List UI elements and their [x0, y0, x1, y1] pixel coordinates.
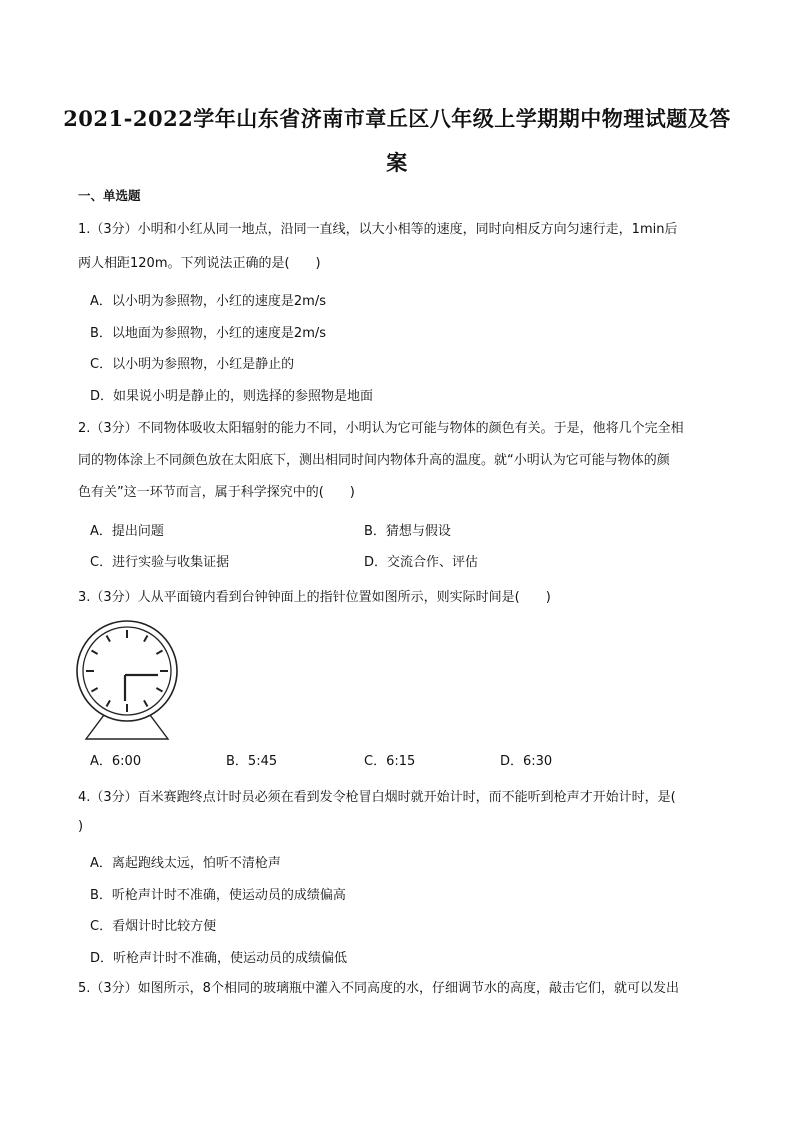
q4-option-a: A．离起跑线太远，怕听不清枪声 [90, 856, 281, 871]
q2-stem-line1: 2.（3分）不同物体吸收太阳辐射的能力不同，小明认为它可能与物体的颜色有关。于是，他将几个完全相 [78, 421, 684, 436]
q1-option-c: C．以小明为参照物，小红是静止的 [90, 357, 295, 372]
q3-option-b: B．5:45 [226, 754, 278, 769]
q2-stem-line3: 色有关”这一环节而言，属于科学探究中的( ) [78, 485, 355, 500]
q1-option-b: B．以地面为参照物，小红的速度是2m/s [90, 326, 327, 341]
q2-option-b: B．猜想与假设 [364, 524, 451, 539]
q1-option-d: D．如果说小明是静止的，则选择的参照物是地面 [90, 389, 374, 404]
q2-option-a: A．提出问题 [90, 524, 164, 539]
q2-option-d: D．交流合作、评估 [364, 555, 479, 570]
q1-option-a: A．以小明为参照物，小红的速度是2m/s [90, 294, 326, 309]
q1-stem-line2: 两人相距120m。下列说法正确的是( ) [78, 256, 321, 271]
q4-option-d: D．听枪声计时不准确，使运动员的成绩偏低 [90, 951, 348, 966]
q4-stem-line2: ) [78, 819, 84, 834]
q4-option-c: C．看烟计时比较方便 [90, 919, 217, 934]
q2-option-c: C．进行实验与收集证据 [90, 555, 230, 570]
doc-title-line2: 案 [386, 150, 408, 175]
q3-option-a: A．6:00 [90, 754, 142, 769]
q1-stem-line1: 1.（3分）小明和小红从同一地点，沿同一直线，以大小相等的速度，同时向相反方向匀速行走，1min后 [78, 222, 678, 237]
q3-option-c: C．6:15 [364, 754, 416, 769]
q2-stem-line2: 同的物体涂上不同颜色放在太阳底下，测出相同时间内物体升高的温度。就“小明认为它可能与物体的颜 [78, 453, 670, 468]
section-heading: 一、单选题 [78, 188, 141, 203]
q5-stem-line1: 5.（3分）如图所示，8个相同的玻璃瓶中灌入不同高度的水，仔细调节水的高度，敲击它们，就可以发出 [78, 981, 679, 996]
doc-title-line1: 2021-2022学年山东省济南市章丘区八年级上学期期中物理试题及答 [63, 106, 731, 131]
q3-stem-line1: 3.（3分）人从平面镜内看到台钟钟面上的指针位置如图所示，则实际时间是( ) [78, 590, 551, 605]
clock-face [83, 627, 171, 715]
q4-stem-line1: 4.（3分）百米赛跑终点计时员必须在看到发令枪冒白烟时就开始计时，而不能听到枪声才开始计时，是( [78, 790, 676, 805]
clock-figure [74, 617, 180, 743]
q4-option-b: B．听枪声计时不准确，使运动员的成绩偏高 [90, 888, 346, 903]
q3-option-d: D．6:30 [500, 754, 553, 769]
